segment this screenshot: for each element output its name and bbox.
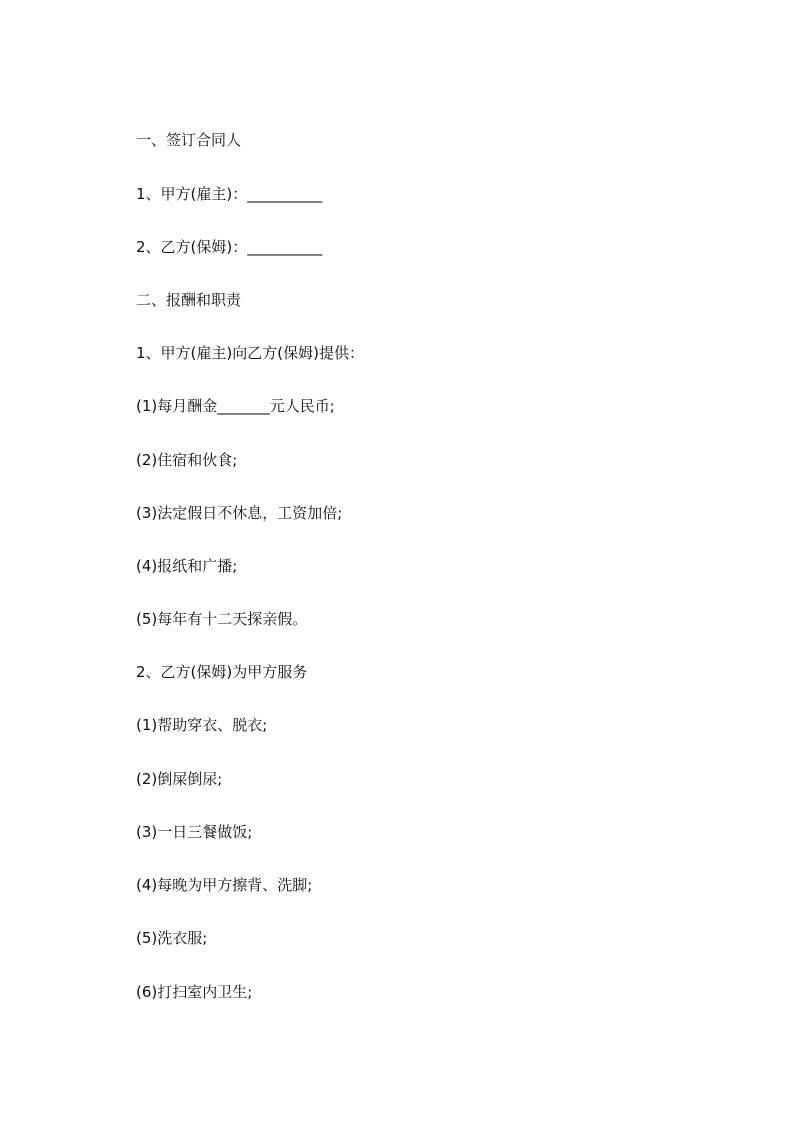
employer-item-3: (3)法定假日不休息，工资加倍; — [136, 504, 343, 522]
employer-provides-heading: 1、甲方(雇主)向乙方(保姆)提供： — [136, 344, 364, 362]
nanny-item-6: (6)打扫室内卫生; — [136, 983, 253, 1001]
employer-item-2: (2)住宿和伙食; — [136, 451, 238, 469]
party-a-line: 1、甲方(雇主)：__________ — [136, 185, 323, 203]
employer-item-1: (1)每月酬金_______元人民币; — [136, 397, 335, 415]
nanny-item-1: (1)帮助穿衣、脱衣; — [136, 716, 268, 734]
section-heading-signatories: 一、签订合同人 — [136, 131, 242, 149]
nanny-item-5: (5)洗衣服; — [136, 929, 208, 947]
party-b-line: 2、乙方(保姆)：__________ — [136, 238, 323, 256]
section-heading-duties: 二、报酬和职责 — [136, 291, 242, 309]
nanny-item-4: (4)每晚为甲方擦背、洗脚; — [136, 876, 313, 894]
nanny-item-3: (3)一日三餐做饭; — [136, 823, 253, 841]
nanny-serves-heading: 2、乙方(保姆)为甲方服务 — [136, 663, 308, 681]
nanny-item-2: (2)倒屎倒尿; — [136, 770, 223, 788]
employer-item-5: (5)每年有十二天探亲假。 — [136, 610, 308, 628]
employer-item-4: (4)报纸和广播; — [136, 557, 238, 575]
